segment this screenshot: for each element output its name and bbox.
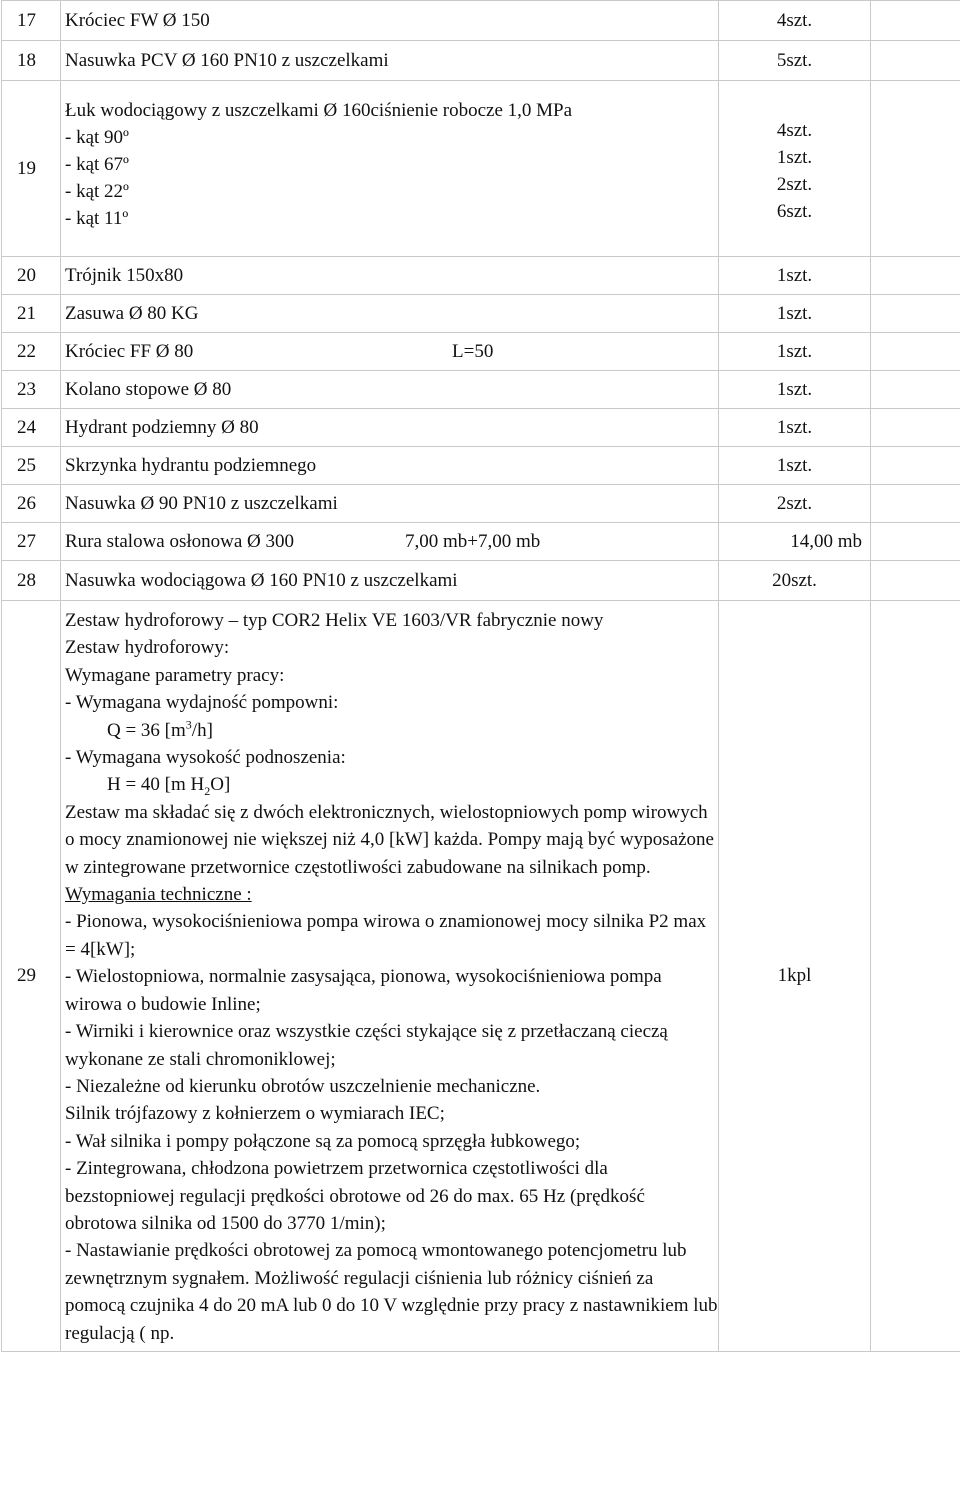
row-number: 24 xyxy=(2,409,61,447)
item-quantity: 4szt. xyxy=(776,120,813,141)
formula-sup: 3 xyxy=(185,717,192,732)
table-row xyxy=(2,295,960,333)
empty-cell xyxy=(871,601,960,1352)
item-name: Króciec FW Ø 150 xyxy=(61,1,719,41)
table-row xyxy=(2,601,960,1352)
empty-cell xyxy=(871,561,960,601)
empty-cell xyxy=(871,371,960,409)
spec-text: - Wymagana wysokość podnoszenia: xyxy=(65,747,346,769)
spec-text: - Wirniki i kierownice oraz wszystkie części stykające się z przetłaczaną cieczą wykonane ze stali chromoniklowej; xyxy=(65,1021,668,1070)
row-number: 22 xyxy=(2,333,61,371)
row-number: 21 xyxy=(2,295,61,333)
item-quantity: 1szt. xyxy=(719,295,871,333)
angle-line: - kąt 67º xyxy=(65,154,129,175)
item-quantity: 2szt. xyxy=(719,485,871,523)
row-number: 23 xyxy=(2,371,61,409)
item-quantities xyxy=(719,81,871,257)
item-name: Nasuwka wodociągowa Ø 160 PN10 z uszczelkami xyxy=(61,561,719,601)
table-row xyxy=(2,371,960,409)
angle-line: - kąt 22º xyxy=(65,181,129,202)
item-name: Hydrant podziemny Ø 80 xyxy=(61,409,719,447)
row-number: 25 xyxy=(2,447,61,485)
spec-heading: Wymagania techniczne : xyxy=(65,884,252,906)
table-row xyxy=(2,333,960,371)
spec-text: Silnik trójfazowy z kołnierzem o wymiarach IEC; xyxy=(65,1103,445,1125)
row-number: 27 xyxy=(2,523,61,561)
spec-text: - Pionowa, wysokociśnieniowa pompa wirowa o znamionowej mocy silnika P2 max = 4[kW]; xyxy=(65,911,707,960)
formula-sub: 2 xyxy=(204,784,211,799)
materials-table xyxy=(1,0,960,1352)
empty-cell xyxy=(871,447,960,485)
item-quantity: 2szt. xyxy=(776,174,813,195)
table-row xyxy=(2,561,960,601)
angle-line: - kąt 11º xyxy=(65,208,129,229)
item-quantity-value: 14,00 mb xyxy=(790,530,862,552)
empty-cell xyxy=(871,409,960,447)
row-number: 26 xyxy=(2,485,61,523)
item-quantity: 6szt. xyxy=(776,201,813,222)
table-row xyxy=(2,1,960,41)
spec-formula xyxy=(65,717,718,744)
angle-line: - kąt 90º xyxy=(65,127,129,148)
formula-part: /h] xyxy=(191,719,213,741)
item-quantity: 1szt. xyxy=(719,447,871,485)
item-length: 7,00 mb+7,00 mb xyxy=(405,530,541,552)
table-row xyxy=(2,81,960,257)
spec-text: - Niezależne od kierunku obrotów uszczelnienie mechaniczne. xyxy=(65,1075,541,1097)
item-name: Nasuwka PCV Ø 160 PN10 z uszczelkami xyxy=(61,41,719,81)
empty-cell xyxy=(871,523,960,561)
item-quantity: 1szt. xyxy=(719,333,871,371)
empty-cell xyxy=(871,41,960,81)
item-specification xyxy=(61,601,719,1352)
spec-title: Zestaw hydroforowy – typ COR2 Helix VE 1603/VR fabrycznie nowy xyxy=(65,610,604,631)
empty-cell xyxy=(871,81,960,257)
empty-cell xyxy=(871,1,960,41)
item-name: Króciec FF Ø 80 xyxy=(65,340,194,362)
formula-part: H = 40 [m H xyxy=(107,774,205,796)
item-description xyxy=(61,81,719,257)
spec-text: - Wał silnika i pompy połączone są za pomocą sprzęgła łubkowego; xyxy=(65,1130,581,1152)
item-quantity: 1szt. xyxy=(776,147,813,168)
formula-part: O] xyxy=(210,774,231,796)
item-description xyxy=(61,333,719,371)
item-length: L=50 xyxy=(452,340,494,362)
item-name: Kolano stopowe Ø 80 xyxy=(61,371,719,409)
item-name: Skrzynka hydrantu podziemnego xyxy=(61,447,719,485)
row-number: 19 xyxy=(2,81,61,257)
spec-text: Zestaw hydroforowy: xyxy=(65,637,230,659)
item-name: Zasuwa Ø 80 KG xyxy=(61,295,719,333)
spec-text: - Wymagana wydajność pompowni: xyxy=(65,692,339,714)
row-number: 18 xyxy=(2,41,61,81)
item-quantity: 4szt. xyxy=(719,1,871,41)
item-name: Rura stalowa osłonowa Ø 300 xyxy=(65,530,295,552)
spec-text: - Wielostopniowa, normalnie zasysająca, pionowa, wysokociśnieniowa pompa wirowa o budowie Inline; xyxy=(65,966,662,1015)
empty-cell xyxy=(871,333,960,371)
item-quantity: 20szt. xyxy=(719,561,871,601)
table-row xyxy=(2,485,960,523)
item-quantity: 1kpl xyxy=(719,601,871,1352)
table-row xyxy=(2,257,960,295)
item-name: Trójnik 150x80 xyxy=(61,257,719,295)
spec-formula xyxy=(65,771,718,798)
item-quantity: 1szt. xyxy=(719,257,871,295)
row-number: 29 xyxy=(2,601,61,1352)
row-number: 20 xyxy=(2,257,61,295)
spec-text: Wymagane parametry pracy: xyxy=(65,664,285,686)
item-quantity: 1szt. xyxy=(719,409,871,447)
item-name: Łuk wodociągowy z uszczelkami Ø 160ciśnienie robocze 1,0 MPa xyxy=(65,100,573,121)
row-number: 28 xyxy=(2,561,61,601)
table-row xyxy=(2,523,960,561)
spec-text: - Nastawianie prędkości obrotowej za pomocą wmontowanego potencjometru lub zewnętrznym sygnałem. Możliwość regulacji ciśnienia lub różnicy ciśnień za pomocą czujnika 4 do 20 mA lub 0 do 10 V względnie przy pracy z nastawnikiem lub regulacją ( np. xyxy=(65,1240,718,1344)
item-quantity xyxy=(719,523,871,561)
item-quantity: 5szt. xyxy=(719,41,871,81)
table-row xyxy=(2,447,960,485)
spec-text: Zestaw ma składać się z dwóch elektronicznych, wielostopniowych pomp wirowych o mocy znamionowej nie większej niż 4,0 [kW] każda. Pompy mają być wyposażone w zintegrowane przetwornice częstotliwości zabudowane na silnikach pomp. xyxy=(65,801,714,878)
empty-cell xyxy=(871,257,960,295)
table-row xyxy=(2,409,960,447)
empty-cell xyxy=(871,295,960,333)
empty-cell xyxy=(871,485,960,523)
item-description xyxy=(61,523,719,561)
item-quantity: 1szt. xyxy=(719,371,871,409)
row-number: 17 xyxy=(2,1,61,41)
spec-text: - Zintegrowana, chłodzona powietrzem przetwornica częstotliwości dla bezstopniowej regulacji prędkości obrotowe od 26 do max. 65 Hz (prędkość obrotowa silnika od 1500 do 3770 1/min); xyxy=(65,1158,645,1234)
formula-part: Q = 36 [m xyxy=(107,719,186,741)
item-name: Nasuwka Ø 90 PN10 z uszczelkami xyxy=(61,485,719,523)
table-row xyxy=(2,41,960,81)
